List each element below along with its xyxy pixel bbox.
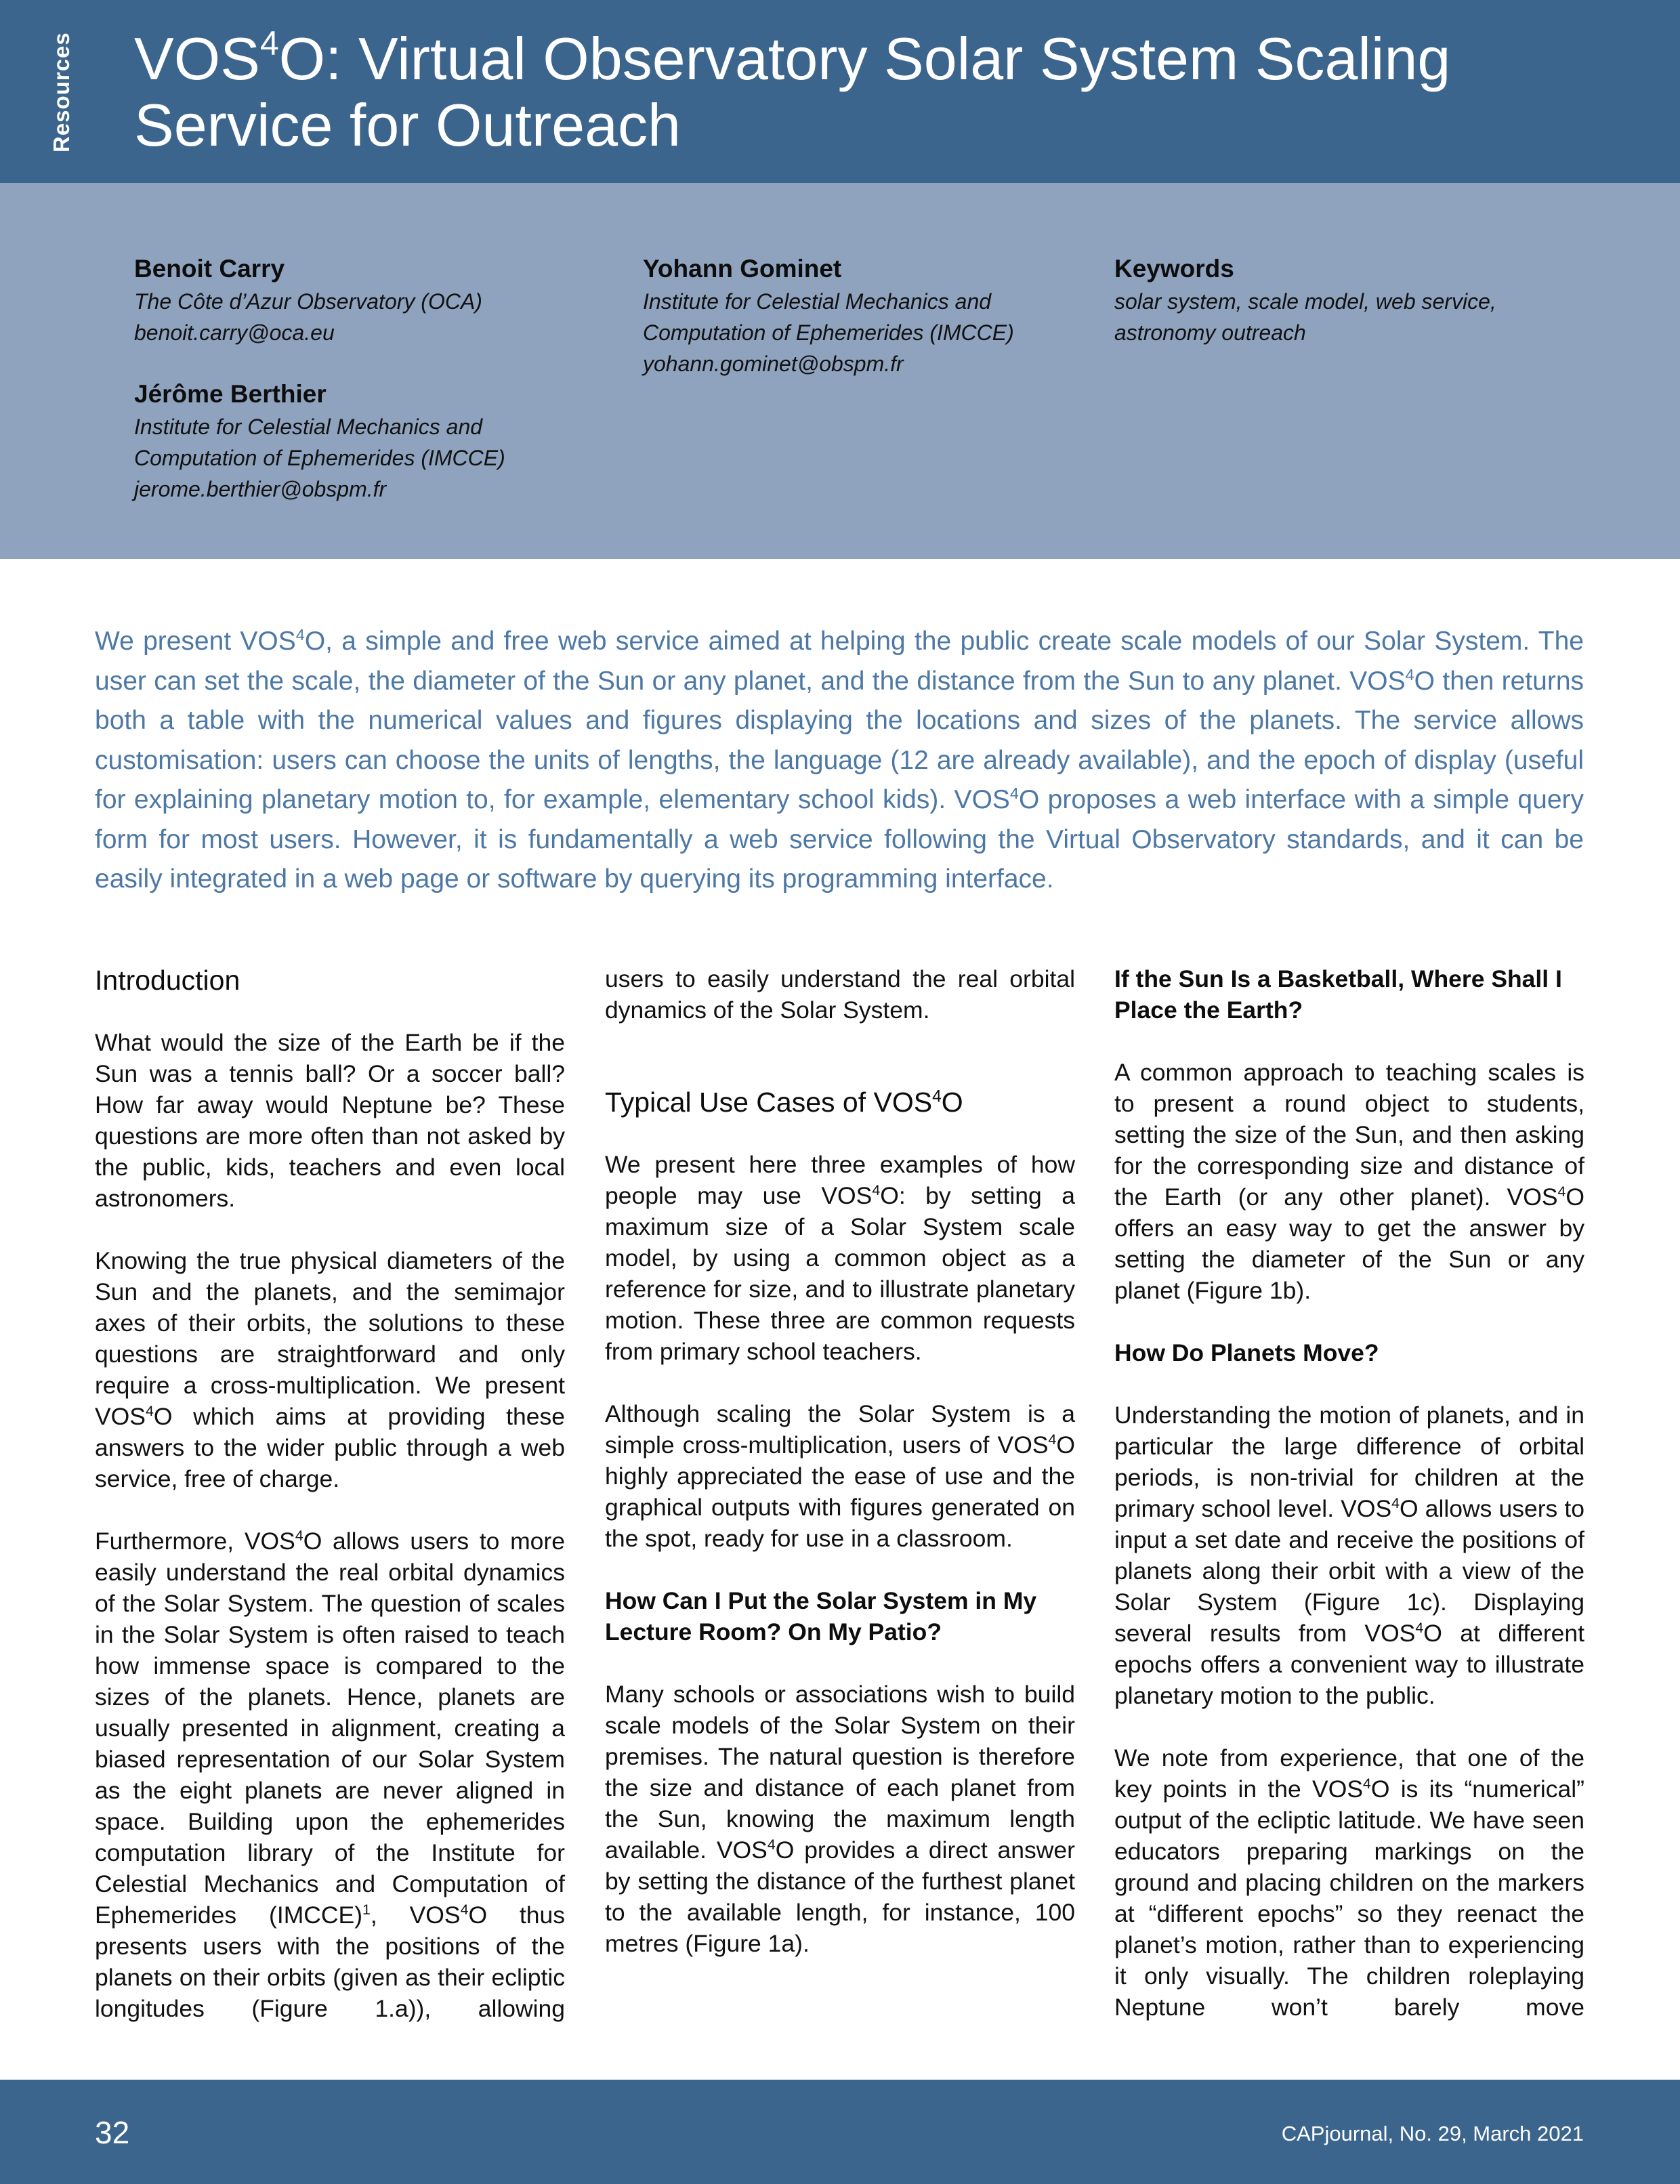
abstract-text: We present VOS bbox=[95, 627, 296, 656]
abstract-text: O, a simple and free web service aimed at helping the public create scale models of our Solar System. The user can set the scale, the diameter of the Sun or any planet, and the distance from the Sun to any planet. VOS bbox=[95, 627, 1584, 696]
superscript: 4 bbox=[295, 625, 305, 644]
body-text: We note from experience, that one of the key points in the VOS bbox=[1114, 1744, 1584, 1803]
superscript: 4 bbox=[1009, 784, 1019, 802]
author-block-carry bbox=[134, 252, 482, 348]
body-paragraph bbox=[1114, 1057, 1584, 1306]
author-email[interactable]: yohann.gominet@obspm.fr bbox=[643, 352, 904, 376]
author-affiliation: Computation of Ephemerides (IMCCE) bbox=[134, 446, 505, 470]
superscript: 4 bbox=[1363, 1776, 1371, 1792]
body-text: O offers an easy way to get the answer by setting the diameter of the Sun or any planet (Figure 1b). bbox=[1114, 1183, 1584, 1304]
abstract bbox=[95, 622, 1584, 900]
author-affiliation: The Côte d’Azur Observatory (OCA) bbox=[134, 289, 482, 314]
body-text: , VOS bbox=[370, 1902, 461, 1929]
superscript: 4 bbox=[767, 1836, 776, 1853]
body-text: Furthermore, VOS bbox=[95, 1528, 295, 1555]
body-text: O thus presents users with the positions of the planets on their orbits (given as their ecliptic longitudes (Figure 1.a)), allowing bbox=[95, 1902, 565, 2022]
author-affiliation: Institute for Celestial Mechanics and bbox=[643, 289, 992, 314]
title-line-2: Service for Outreach bbox=[134, 91, 681, 159]
column-3 bbox=[1114, 963, 1584, 2023]
author-block-berthier bbox=[134, 377, 505, 505]
body-text: Knowing the true physical diameters of the Sun and the planets, and the semimajor axes of their orbits, the solutions to these questions are straightforward and only require a cross-multiplication. We present VOS bbox=[95, 1247, 565, 1430]
column-2 bbox=[605, 963, 1075, 1959]
title-rest: O: Virtual Observatory Solar System Scaling bbox=[278, 25, 1451, 92]
body-paragraph: What would the size of the Earth be if the Sun was a tennis ball? Or a soccer ball? How far away would Neptune be? These questions are more often than not asked by the public, kids, teachers and even local astronomers. bbox=[95, 1029, 565, 1212]
body-text: O allows users to input a set date and receive the positions of planets along their orbit with a view of the Solar System (Figure 1c). Displaying several results from VOS bbox=[1114, 1495, 1585, 1647]
title-superscript: 4 bbox=[259, 24, 279, 62]
author-affiliation: Computation of Ephemerides (IMCCE) bbox=[643, 320, 1014, 345]
title-prefix: VOS bbox=[134, 25, 260, 92]
body-text: O provides a direct answer by setting the distance of the furthest planet to the available length, for instance, 100 metres (Figure 1a). bbox=[605, 1836, 1075, 1957]
superscript: 4 bbox=[1415, 1620, 1424, 1637]
author-name: Jérôme Berthier bbox=[134, 380, 327, 408]
body-text: O is its “numerical” output of the ecliptic latitude. We have seen educators preparing markings on the ground and placing children on the markers at “different epochs” so they reenact the planet’s motion, rather than to experiencing it only visually. The children roleplaying Neptune won’t barely move bbox=[1114, 1776, 1584, 2021]
superscript: 4 bbox=[932, 1087, 942, 1106]
subsection-heading-basketball: If the Sun Is a Basketball, Where Shall I Place the Earth? bbox=[1114, 965, 1562, 1024]
author-affiliation: Institute for Celestial Mechanics and bbox=[134, 415, 483, 439]
body-text: Understanding the motion of planets, and in particular the large difference of orbital periods, is non-trivial for children at the primary school level. VOS bbox=[1114, 1402, 1584, 1522]
body-text: A common approach to teaching scales is to present a round object to students, setting the size of the Sun, and then asking for the corresponding size and distance of the Earth (or any other planet). VOS bbox=[1114, 1059, 1584, 1211]
section-heading-introduction: Introduction bbox=[95, 965, 240, 996]
journal-citation: CAPjournal, No. 29, March 2021 bbox=[1281, 2122, 1584, 2145]
superscript: 4 bbox=[1405, 665, 1414, 684]
body-text: We present here three examples of how people may use VOS bbox=[605, 1151, 1075, 1209]
body-text: O allows users to more easily understand the real orbital dynamics of the Solar System. The question of scales in the Solar System is often raised to teach how immense space is compared to the sizes of the planets. Hence, planets are usually presented in alignment, creating a biased representation of our Solar System as the eight planets are never aligned in space. Building upon the ephemerides computation library of the Institute for Celestial Mechanics and Computation of Ephemerides (IMCCE) bbox=[95, 1528, 565, 1929]
superscript: 4 bbox=[295, 1528, 303, 1545]
keywords-line: astronomy outreach bbox=[1114, 320, 1306, 345]
body-paragraph bbox=[605, 1679, 1075, 1959]
abstract-paragraph bbox=[95, 622, 1584, 900]
body-paragraph bbox=[605, 1149, 1075, 1367]
superscript: 4 bbox=[460, 1902, 469, 1918]
body-paragraph: users to easily understand the real orbital dynamics of the Solar System. bbox=[605, 965, 1075, 1024]
abstract-text: O then returns both a table with the numerical values and figures displaying the locations and sizes of the planets. The service allows customisation: users can choose the units of lengths, the language (12 are already available), and the epoch of display (useful for explaining planetary motion to, for example, elementary school kids). VOS bbox=[95, 666, 1584, 814]
body-paragraph bbox=[95, 1526, 565, 2024]
author-email[interactable]: jerome.berthier@obspm.fr bbox=[134, 477, 387, 501]
column-1 bbox=[95, 963, 565, 2024]
superscript: 4 bbox=[1557, 1183, 1566, 1200]
keywords-line: solar system, scale model, web service, bbox=[1114, 289, 1496, 314]
author-name: Yohann Gominet bbox=[643, 255, 842, 282]
author-name: Benoit Carry bbox=[134, 255, 285, 282]
body-text: Although scaling the Solar System is a simple cross-multiplication, users of VOS bbox=[605, 1400, 1075, 1458]
body-text: O which aims at providing these answers to the wider public through a web service, free of charge. bbox=[95, 1403, 565, 1492]
body-paragraph bbox=[605, 1398, 1075, 1554]
superscript: 4 bbox=[1048, 1431, 1057, 1448]
page-number: 32 bbox=[95, 2115, 130, 2150]
section-heading-use-cases bbox=[605, 1085, 1075, 1119]
body-paragraph bbox=[1114, 1742, 1584, 2023]
footnote-marker[interactable]: 1 bbox=[362, 1902, 371, 1918]
body-paragraph bbox=[95, 1245, 565, 1494]
author-email[interactable]: benoit.carry@oca.eu bbox=[134, 320, 335, 345]
keywords-block bbox=[1114, 252, 1496, 348]
superscript: 4 bbox=[1391, 1495, 1400, 1512]
abstract-text: O proposes a web interface with a simple query form for most users. However, it is fundamentally a web service following the Virtual Observatory standards, and it can be easily integrated in a web page or software by querying its programming interface. bbox=[95, 785, 1584, 894]
subsection-heading-planet-motion: How Do Planets Move? bbox=[1114, 1339, 1379, 1366]
author-block-gominet bbox=[643, 252, 1014, 379]
heading-text: O bbox=[941, 1087, 963, 1118]
body-text: O highly appreciated the ease of use and the graphical outputs with figures generated on the spot, ready for use in a classroom. bbox=[605, 1431, 1075, 1552]
keywords-heading: Keywords bbox=[1114, 255, 1234, 282]
body-text: O at different epochs offers a convenient way to illustrate planetary motion to the public. bbox=[1114, 1620, 1584, 1709]
heading-text: Typical Use Cases of VOS bbox=[605, 1087, 933, 1118]
body-text: O: by setting a maximum size of a Solar System scale model, by using a common object as a reference for size, and to illustrate planetary motion. These three are common requests from primary school teachers. bbox=[605, 1182, 1075, 1365]
section-tag: Resources bbox=[49, 32, 74, 152]
superscript: 4 bbox=[145, 1403, 154, 1420]
body-paragraph bbox=[1114, 1400, 1584, 1711]
superscript: 4 bbox=[872, 1182, 881, 1199]
body-text: Many schools or associations wish to build scale models of the Solar System on their premises. The natural question is therefore the size and distance of each planet from the Sun, knowing the maximum length available. VOS bbox=[605, 1681, 1075, 1864]
subsection-heading-lecture-room: How Can I Put the Solar System in My Lecture Room? On My Patio? bbox=[605, 1587, 1037, 1645]
article-title bbox=[134, 26, 1624, 159]
